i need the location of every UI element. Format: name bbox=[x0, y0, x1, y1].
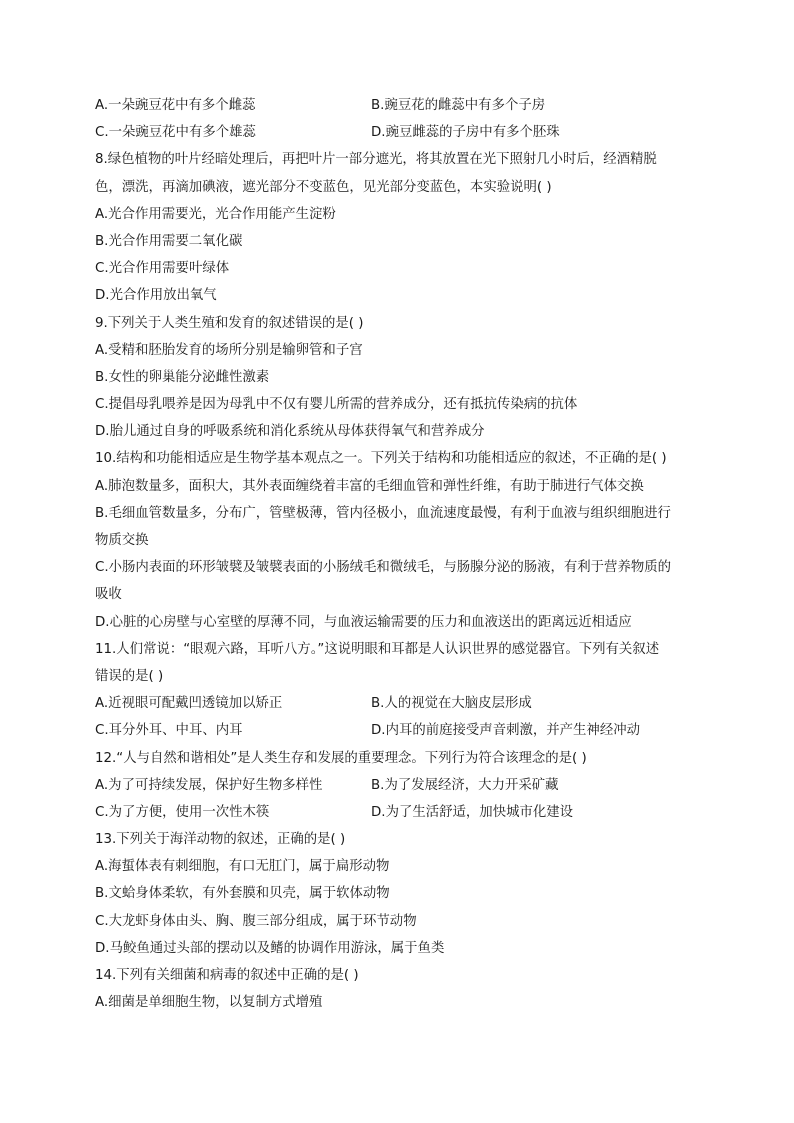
text-line: 色，漂洗，再滴加碘液，遮光部分不变蓝色，见光部分变蓝色，本实验说明( ) bbox=[95, 179, 552, 195]
text-line: A.细菌是单细胞生物，以复制方式增殖 bbox=[95, 995, 323, 1011]
document-body bbox=[95, 92, 705, 1016]
text-line: C.小肠内表面的环形皱襞及皱襞表面的小肠绒毛和微绒毛，与肠腺分泌的肠液，有利于营养物质的 bbox=[95, 560, 672, 576]
text-line: 12.“人与自然和谐相处”是人类生存和发展的重要理念。下列行为符合该理念的是( ) bbox=[95, 750, 587, 766]
option-right: B.人的视觉在大脑皮层形成 bbox=[371, 696, 532, 712]
text-line: D.光合作用放出氧气 bbox=[95, 288, 217, 304]
option-row bbox=[95, 690, 705, 717]
text-line: B.毛细血管数量多，分布广，管壁极薄，管内径极小，血流速度最慢，有利于血液与组织细胞进行 bbox=[95, 505, 671, 521]
option-left: C.为了方便，使用一次性木筷 bbox=[95, 804, 270, 820]
option-right: B.豌豆花的雌蕊中有多个子房 bbox=[371, 98, 546, 113]
option-right: D.为了生活舒适，加快城市化建设 bbox=[371, 804, 574, 820]
text-line: 8.绿色植物的叶片经暗处理后，再把叶片一部分遮光，将其放置在光下照射几小时后，经酒精脱 bbox=[95, 152, 657, 168]
text-line: 吸收 bbox=[95, 587, 122, 603]
text-line: A.受精和胚胎发育的场所分别是输卵管和子宫 bbox=[95, 342, 363, 358]
option-row bbox=[95, 772, 705, 799]
option-right: B.为了发展经济，大力开采矿藏 bbox=[371, 777, 559, 793]
text-line: C.光合作用需要叶绿体 bbox=[95, 261, 230, 277]
option-right: D.内耳的前庭接受声音刺激，并产生神经冲动 bbox=[371, 723, 640, 739]
text-line: 14.下列有关细菌和病毒的叙述中正确的是( ) bbox=[95, 968, 359, 983]
text-line: D.心脏的心房壁与心室壁的厚薄不同，与血液运输需要的压力和血液送出的距离远近相适应 bbox=[95, 614, 632, 630]
text-line: D.胎儿通过自身的呼吸系统和消化系统从母体获得氧气和营养成分 bbox=[95, 424, 485, 440]
text-line: B.女性的卵巢能分泌雌性激素 bbox=[95, 369, 270, 385]
text-line: 物质交换 bbox=[95, 533, 149, 548]
text-line: 11.人们常说：“眼观六路，耳听八方。”这说明眼和耳都是人认识世界的感觉器官。下列有关叙述 bbox=[95, 641, 660, 657]
option-left: A.一朵豌豆花中有多个雌蕊 bbox=[95, 98, 256, 113]
text-line: A.海蜇体表有刺细胞，有口无肛门，属于扁形动物 bbox=[95, 859, 390, 875]
option-left: A.近视眼可配戴凹透镜加以矫正 bbox=[95, 696, 283, 712]
text-line: 13.下列关于海洋动物的叙述，正确的是( ) bbox=[95, 832, 346, 848]
option-left: A.为了可持续发展，保护好生物多样性 bbox=[95, 777, 323, 793]
option-row bbox=[95, 92, 705, 119]
text-line: B.光合作用需要二氧化碳 bbox=[95, 233, 243, 249]
text-line: C.提倡母乳喂养是因为母乳中不仅有婴儿所需的营养成分，还有抵抗传染病的抗体 bbox=[95, 397, 578, 413]
text-line: C.大龙虾身体由头、胸、腹三部分组成，属于环节动物 bbox=[95, 913, 417, 929]
text-line: 错误的是( ) bbox=[95, 668, 164, 684]
text-line: A.光合作用需要光，光合作用能产生淀粉 bbox=[95, 206, 336, 222]
text-line: D.马鲛鱼通过头部的摆动以及鳍的协调作用游泳，属于鱼类 bbox=[95, 940, 445, 956]
text-line: A.肺泡数量多，面积大，其外表面缠绕着丰富的毛细血管和弹性纤维，有助于肺进行气体交换 bbox=[95, 478, 644, 494]
option-left: C.一朵豌豆花中有多个雄蕊 bbox=[95, 125, 256, 141]
text-line: 10.结构和功能相适应是生物学基本观点之一。下列关于结构和功能相适应的叙述，不正确的是( ) bbox=[95, 451, 667, 467]
text-line: B.文蛤身体柔软，有外套膜和贝壳，属于软体动物 bbox=[95, 886, 390, 902]
option-left: C.耳分外耳、中耳、内耳 bbox=[95, 723, 243, 739]
text-line: 9.下列关于人类生殖和发育的叙述错误的是( ) bbox=[95, 315, 364, 331]
option-row bbox=[95, 119, 705, 146]
option-right: D.豌豆雌蕊的子房中有多个胚珠 bbox=[371, 125, 560, 141]
option-row bbox=[95, 717, 705, 744]
option-row bbox=[95, 799, 705, 826]
